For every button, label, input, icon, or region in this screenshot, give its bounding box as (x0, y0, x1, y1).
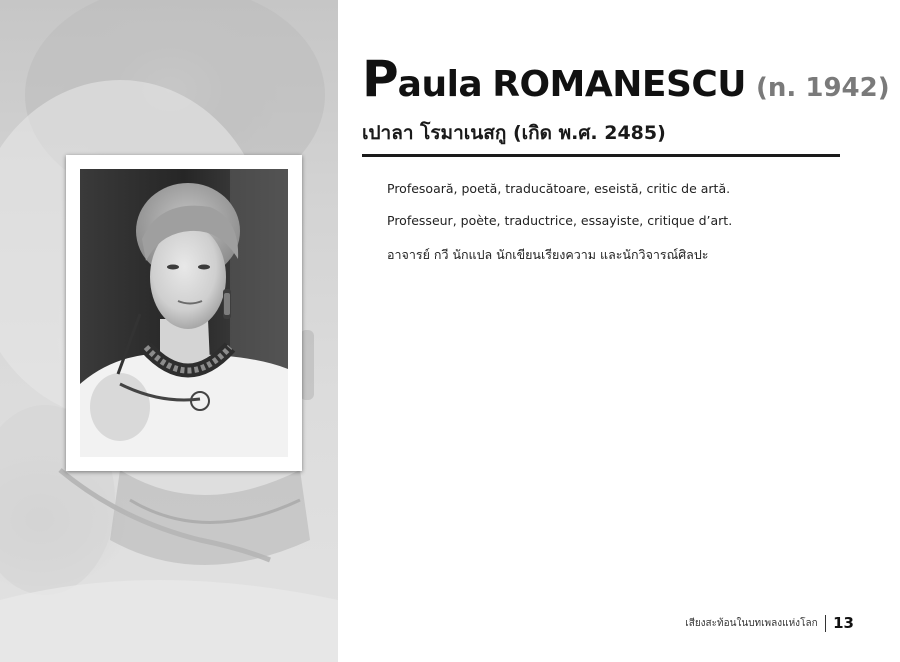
footer-book-title: เสียงสะท้อนในบทเพลงแห่งโลก (685, 617, 818, 629)
page-number: 13 (833, 614, 854, 632)
description-french: Professeur, poète, traductrice, essayiste, critique d’art. (387, 213, 733, 228)
birth-year: (n. 1942) (756, 73, 890, 103)
footer-separator (825, 615, 827, 632)
photo-frame (66, 155, 302, 471)
heading-divider (362, 154, 840, 157)
author-portrait-photo (80, 169, 288, 457)
description-romanian: Profesoară, poetă, traducătoare, eseistă, critic de artă. (387, 181, 731, 196)
given-name-rest: aula (397, 64, 483, 105)
name-initial: P (362, 50, 398, 108)
thai-name-subtitle: เปาลา โรมาเนสกู (เกิด พ.ศ. 2485) (362, 122, 666, 144)
author-name-heading (362, 50, 890, 108)
surname: ROMANESCU (492, 64, 747, 105)
description-thai: อาจารย์ กวี นักแปล นักเขียนเรียงความ และนักวิจารณ์ศิลปะ (387, 247, 709, 262)
page-footer (685, 614, 854, 632)
